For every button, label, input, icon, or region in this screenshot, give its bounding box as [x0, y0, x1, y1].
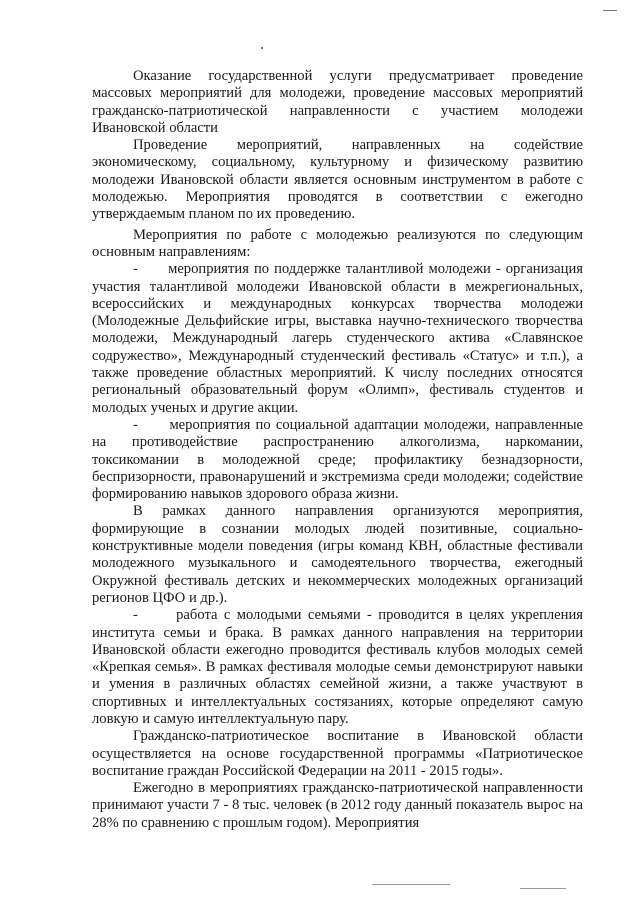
paragraph: Оказание государственной услуги предусматривает проведение массовых мероприятий для молодежи, проведение массовых мероприятий гражданско-патриотической направленности с участием молодежи Ивановской области: [92, 68, 583, 136]
body-text: [92, 68, 583, 832]
scan-mark: [603, 10, 617, 11]
scan-mark: [261, 47, 263, 49]
list-item: - работа с молодыми семьями - проводится в целях укрепления института семьи и брака. В рамках данного направления на территории Ивановской области ежегодно проводится фестиваль клубов молодых семей «Крепкая семья». В рамках фестиваля молодые семьи демонстрируют навыки и умения в различных областях семейной жизни, а также участвуют в спортивных и интеллектуальных состязаниях, которые определяют самую ловкую и самую интеллектуальную пару.: [92, 607, 583, 727]
paragraph: В рамках данного направления организуются мероприятия, формирующие в сознании молодых людей позитивные, социально-конструктивные модели поведения (игры команд КВН, областные фестивали молодежного музыкального и самодеятельного творчества, ежегодный Окружной фестиваль детских и некоммерческих молодежных организаций регионов ЦФО и др.).: [92, 503, 583, 606]
list-item: - мероприятия по социальной адаптации молодежи, направленные на противодействие распространению алкоголизма, наркомании, токсикомании в молодежной среде; профилактику безнадзорности, беспризорности, правонарушений и экстремизма среди молодежи; содействие формированию навыков здорового образа жизни.: [92, 416, 583, 503]
scan-mark: [372, 884, 450, 885]
list-item: - мероприятия по поддержке талантливой молодежи - организация участия талантливой молодежи Ивановской области в межрегиональных, всероссийских и международных конкурсах творчества молодежи (Молодежные Дельфийские игры, выставка научно-технического творчества молодежи, Международный лагерь студенческого актива «Славянское содружество», Международный студенческий фестиваль «Статус» и т.п.), а также проведение областных мероприятий. К числу последних относятся региональный образовательный форум «Олимп», фестиваль студентов и молодых ученых и другие акции.: [92, 261, 583, 416]
scan-mark: [520, 888, 566, 889]
paragraph: Гражданско-патриотическое воспитание в Ивановской области осуществляется на основе государственной программы «Патриотическое воспитание граждан Российской Федерации на 2011 - 2015 годы».: [92, 728, 583, 779]
paragraph: Ежегодно в мероприятиях гражданско-патриотической направленности принимают участи 7 - 8 тыс. человек (в 2012 году данный показатель вырос на 28% по сравнению с прошлым годом). Мероприятия: [92, 780, 583, 831]
paragraph: Проведение мероприятий, направленных на содействие экономическому, социальному, культурному и физическому развитию молодежи Ивановской области является основным инструментом в работе с молодежью. Мероприятия проводятся в соответствии с ежегодно утверждаемым планом по их проведению.: [92, 137, 583, 223]
paragraph: Мероприятия по работе с молодежью реализуются по следующим основным направлениям:: [92, 226, 583, 260]
